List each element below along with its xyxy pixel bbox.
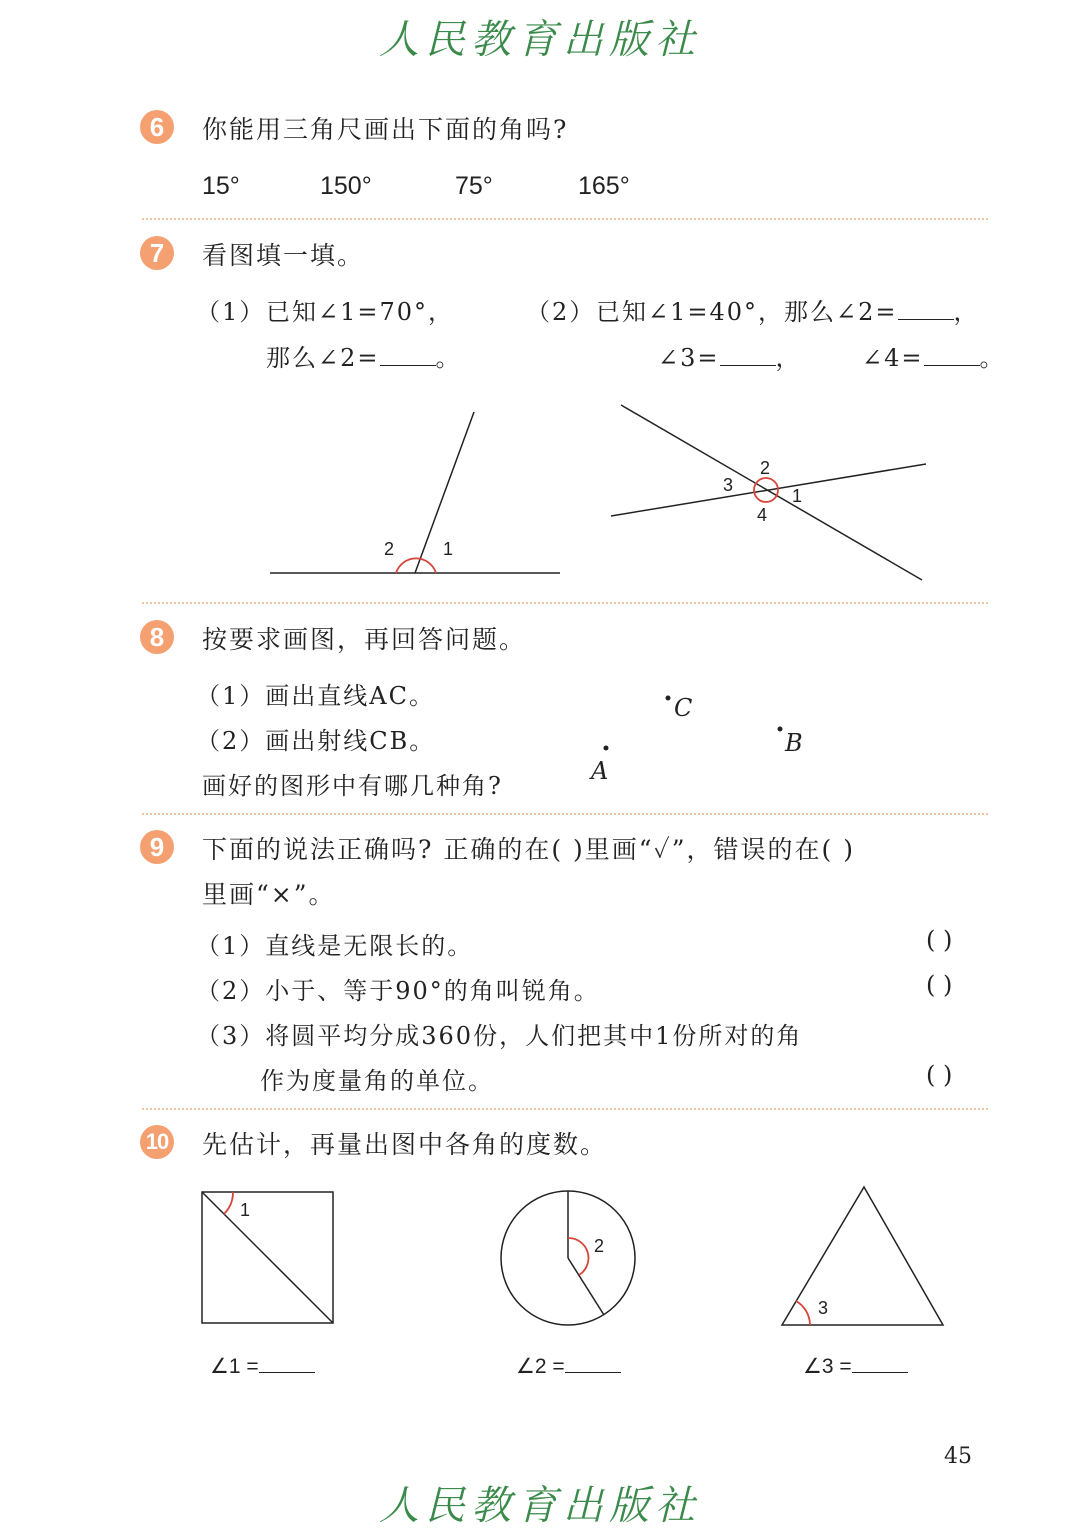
question-number-9: 9	[140, 830, 174, 864]
page-number: 45	[944, 1444, 972, 1469]
angle-arc-3	[796, 1301, 810, 1325]
angle-label-2: 2	[594, 1236, 605, 1256]
q10-answer-blank-1[interactable]	[259, 1352, 315, 1373]
divider	[142, 602, 988, 604]
q8-item-2: （2）画出射线CB。	[196, 727, 436, 755]
q7-part1-given: 已知∠1=70°，	[266, 298, 455, 326]
question-number-8: 8	[140, 620, 174, 654]
q8-question: 画好的图形中有哪几种角?	[202, 772, 503, 800]
q7-part1-ask: 那么∠2= 。	[266, 344, 462, 372]
q6-angle-15: 15°	[202, 172, 240, 200]
angle-arc-1	[224, 1192, 233, 1214]
fig2-label-4: 4	[757, 505, 768, 525]
q10-answer-1: ∠1 =	[210, 1352, 315, 1379]
q10-circle-figure	[501, 1191, 635, 1325]
q10-answer-2: ∠2 =	[516, 1352, 621, 1379]
q9-item-3: （3）将圆平均分成360份，人们把其中1份所对的角	[196, 1022, 803, 1050]
q9-item-1: （1）直线是无限长的。	[196, 932, 474, 960]
q7-text: 看图填一填。	[202, 241, 365, 270]
point-b-dot	[778, 727, 783, 732]
q7-part1-prompt: 那么∠2=	[266, 344, 380, 372]
point-a-dot	[604, 746, 609, 751]
q10-triangle-figure	[782, 1187, 943, 1325]
q10-square-figure	[202, 1192, 333, 1323]
q10-answer-blank-3[interactable]	[852, 1352, 908, 1373]
q9-answer-paren-1[interactable]: ( )	[926, 926, 953, 954]
q7-part2-prompt: 已知∠1=40°，那么∠2=	[596, 298, 898, 326]
q8-text: 按要求画图，再回答问题。	[202, 625, 527, 654]
q7-part2-given: 已知∠1=40°，那么∠2= ，	[596, 298, 980, 326]
fig2-label-3: 3	[723, 475, 734, 495]
fig2-label-1: 1	[792, 486, 803, 506]
q10-answer-3: ∠3 =	[803, 1352, 908, 1379]
publisher-footer: 人民教育出版社	[379, 1483, 701, 1529]
diagonal	[202, 1192, 333, 1323]
q6-angle-165: 165°	[578, 172, 630, 200]
point-c-dot	[666, 696, 671, 701]
angle-arc-2	[568, 1238, 588, 1275]
point-b-label: B	[785, 729, 803, 757]
q7-part1-label: （1）	[196, 298, 266, 326]
q9-answer-paren-2[interactable]: ( )	[926, 971, 953, 999]
q10-answer-blank-2[interactable]	[565, 1352, 621, 1373]
q9-text-line2: 里画“×”。	[202, 880, 336, 909]
publisher-header: 人民教育出版社	[379, 17, 701, 63]
q10-text: 先估计，再量出图中各角的度数。	[202, 1130, 608, 1159]
q9-item-3-continued: 作为度量角的单位。	[260, 1067, 494, 1095]
q9-item-2: （2）小于、等于90°的角叫锐角。	[196, 977, 600, 1005]
q9-text-line1: 下面的说法正确吗? 正确的在( )里画“✓”，错误的在( )	[202, 835, 855, 864]
question-number-7: 7	[140, 236, 174, 270]
q8-points	[589, 694, 803, 785]
q9-answer-paren-3[interactable]: ( )	[926, 1061, 953, 1089]
fig1-label-2: 2	[384, 539, 395, 559]
q6-angle-75: 75°	[455, 172, 493, 200]
q7-figure-2	[611, 405, 926, 580]
q7-part2-angle3: ∠3= ，	[658, 344, 802, 372]
q7-part2-label: （2）	[526, 298, 596, 326]
q6-angle-150: 150°	[320, 172, 372, 200]
q6-text: 你能用三角尺画出下面的角吗?	[202, 115, 569, 144]
question-number-10: 10	[140, 1125, 174, 1159]
line-b	[621, 405, 922, 580]
question-number-6: 6	[140, 110, 174, 144]
divider	[142, 1108, 988, 1110]
point-c-label: C	[674, 694, 693, 722]
fig1-label-1: 1	[443, 539, 454, 559]
triangle	[782, 1187, 943, 1325]
angle-label-1: 1	[240, 1200, 251, 1220]
divider	[142, 813, 988, 815]
point-a-label: A	[591, 757, 609, 785]
q7-part2-angle4: ∠4= 。	[862, 344, 1006, 372]
angle-label-3: 3	[818, 1298, 829, 1318]
q7-figure-1	[270, 412, 560, 573]
fig2-label-2: 2	[760, 458, 771, 478]
q8-item-1: （1）画出直线AC。	[196, 682, 435, 710]
